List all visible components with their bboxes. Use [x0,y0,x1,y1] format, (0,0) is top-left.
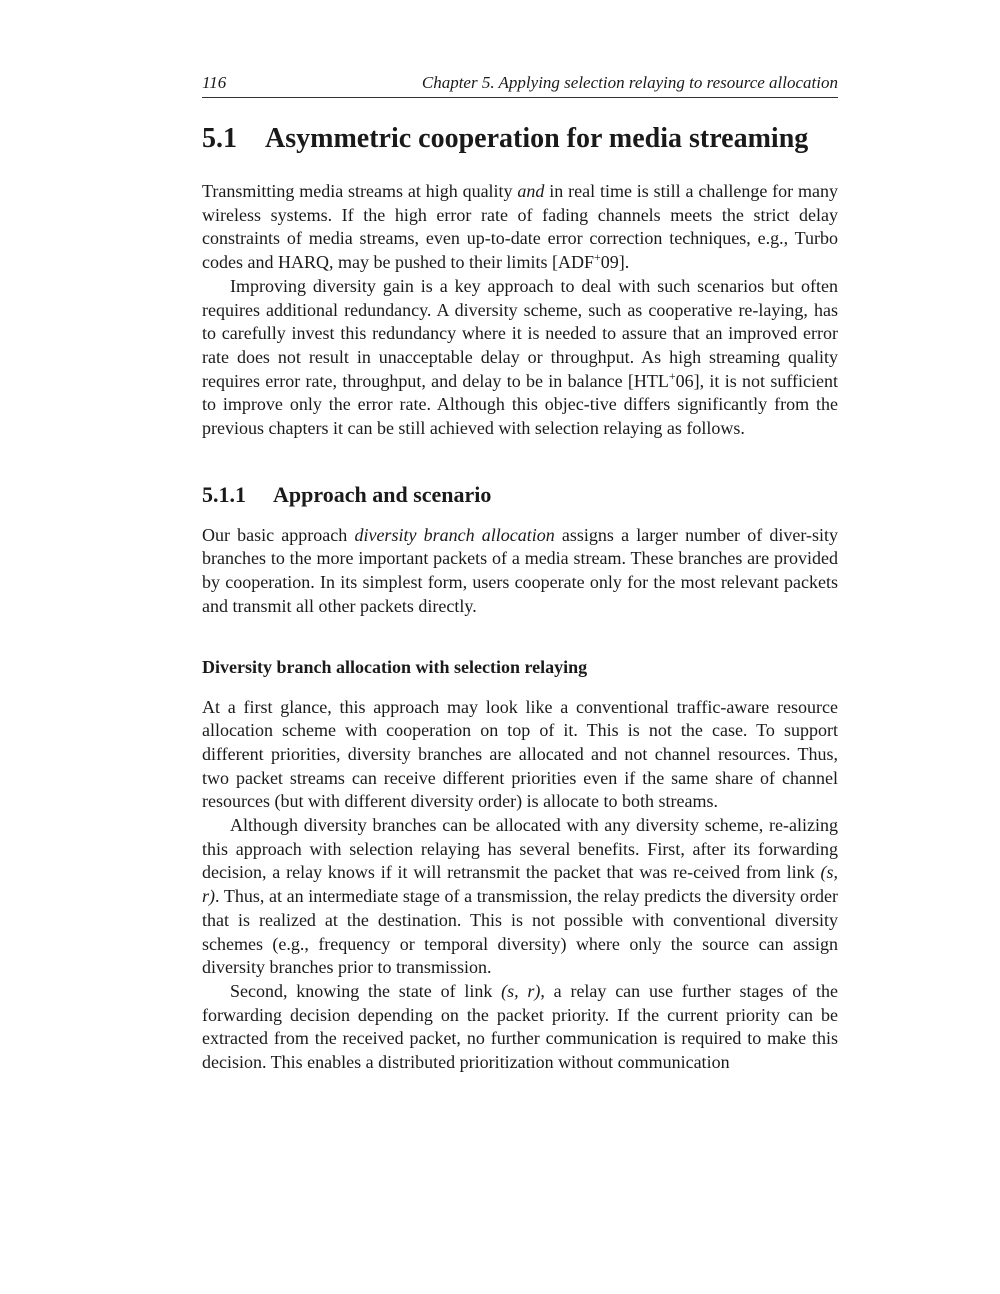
body-paragraph-2: Although diversity branches can be allocated with any diversity scheme, re-alizing this approach with selection relaying has several benefits. First, after its forwarding decision, a relay knows if it will retransmit the packet that was re-ceived from link (s, r). Thus, at an intermediate stage of a transmission, the relay predicts the diversity order that is realized at the destination. This is not possible with conventional diversity schemes (e.g., frequency or temporal diversity) where only the source can assign diversity branches prior to transmission. [202,815,838,978]
chapter-title: Chapter 5. Applying selection relaying to resource allocation [421,73,838,92]
running-header [202,70,838,98]
link-notation: (s, r) [202,862,838,907]
section-heading [202,122,838,156]
subsection-paragraph-1: Our basic approach diversity branch allocation assigns a larger number of diver-sity branches to the more important packets of a media stream. These branches are provided by cooperation. In its simplest form, users cooperate only for the most relevant packets and transmit all other packets directly. [202,524,839,616]
intro-paragraph-2: Improving diversity gain is a key approach to deal with such scenarios but often requires additional redundancy. A diversity scheme, such as cooperative re-laying, has to carefully invest this redundancy where it is needed to assure that an improved error rate does not result in unacceptable delay or throughput. As high streaming quality requires error rate, throughput, and delay to be in balance [HTL+06], it is not sufficient to improve only the error rate. Although this objec-tive differs significantly from the previous chapters it can be still achieved with selection relaying as follows. [202,275,838,439]
link-notation: (s, r) [501,980,541,1001]
page-number: 116 [202,73,227,92]
section-number: 5.1 [202,123,237,154]
subsection-heading [202,481,838,509]
subsection-number: 5.1.1 [202,481,246,507]
paragraph-heading: Diversity branch allocation with selection relaying [202,656,588,677]
page-content [202,70,838,1075]
body-paragraph-3: Second, knowing the state of link (s, r), a relay can use further stages of the forwarding decision depending on the packet priority. If the current priority can be extracted from the received packet, no further communication is required to make this decision. This enables a distributed prioritization without communication [202,980,838,1073]
body-paragraph-1: At a first glance, this approach may look like a conventional traffic-aware resource allocation scheme with cooperation on top of it. This is not the case. To support different priorities, diversity branches are allocated and not channel resources. Thus, two packet streams can receive different priorities even if the same share of channel resources (but with different diversity order) is allocate to both streams. [202,696,838,812]
section-title: Asymmetric cooperation for media streaming [265,123,809,154]
subsection-title: Approach and scenario [273,481,492,507]
intro-paragraph-1: Transmitting media streams at high quality and in real time is still a challenge for many wireless systems. If the high error rate of fading channels meets the strict delay constraints of media streams, even up-to-date error correction techniques, e.g., Turbo codes and HARQ, may be pushed to their limits [ADF+09]. [202,181,838,273]
